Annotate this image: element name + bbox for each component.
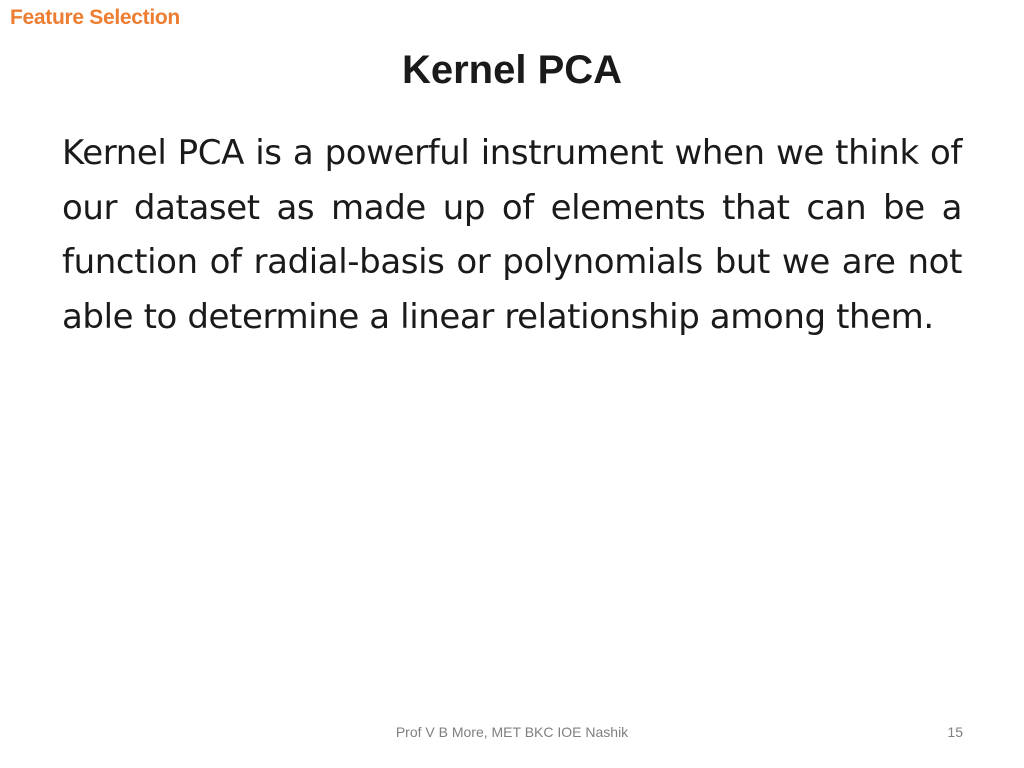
page-number: 15: [947, 724, 963, 740]
slide-title: Kernel PCA: [401, 48, 623, 92]
section-label: Feature Selection: [10, 6, 180, 29]
footer-author: Prof V B More, MET BKC IOE Nashik: [395, 724, 629, 740]
body-paragraph: Kernel PCA is a powerful instrument when we think of our dataset as made up of elements that can be a function of radial-basis or polynomials but we are not able to determine a linear relationship among them.: [62, 133, 962, 337]
